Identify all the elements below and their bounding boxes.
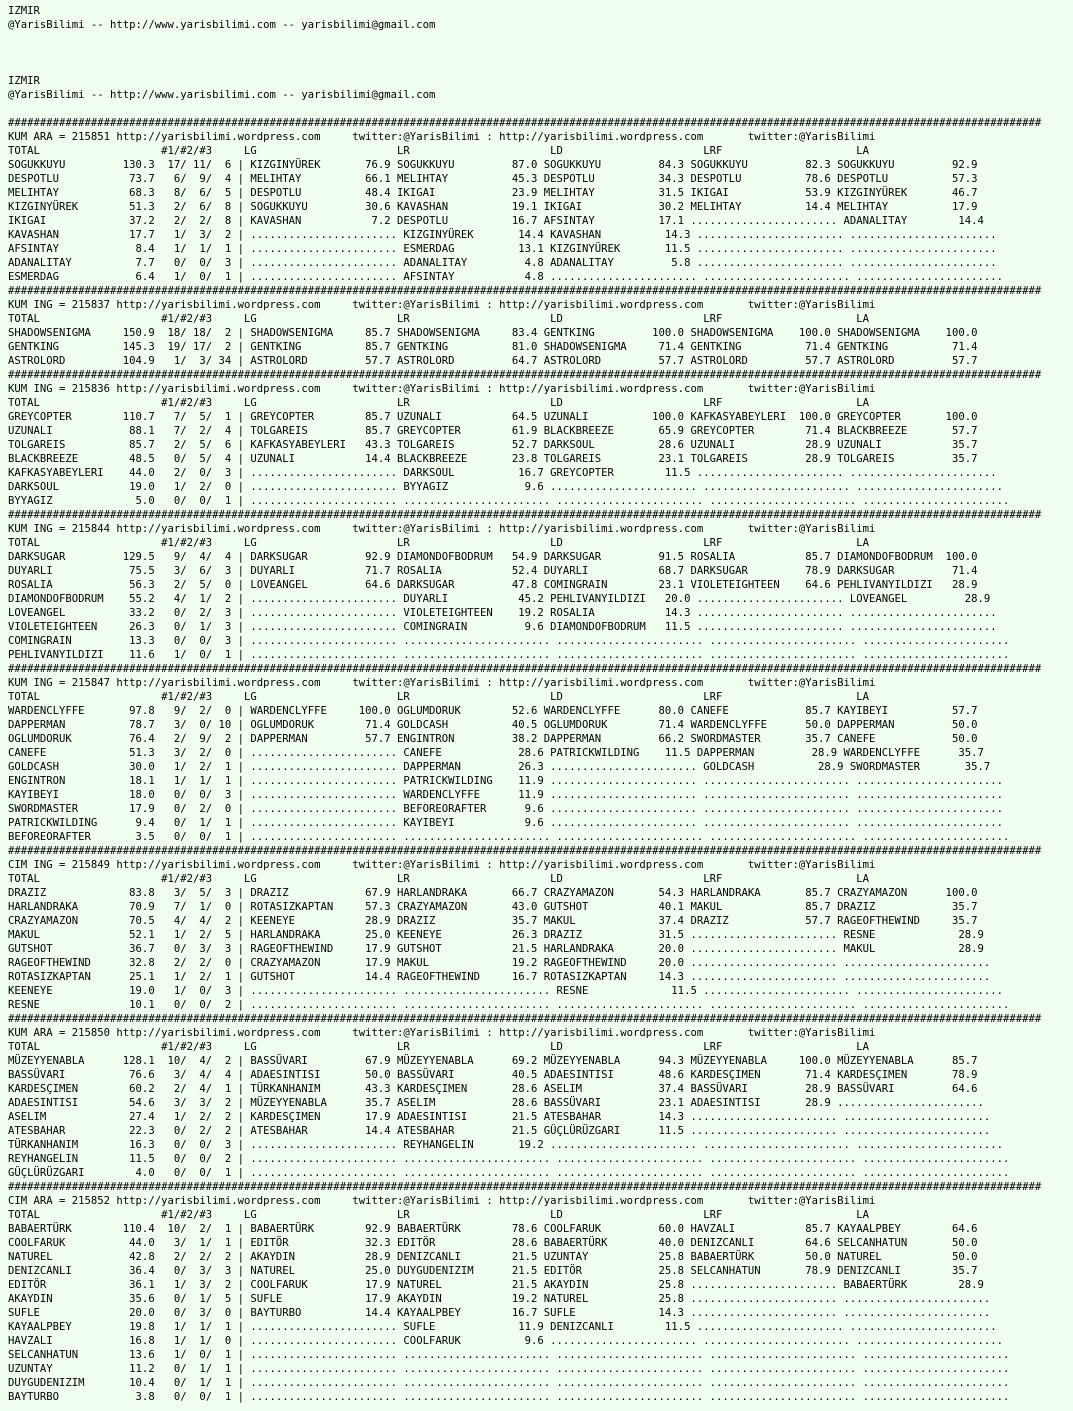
column-header: TOTAL #1/#2/#3 LG LR LD LRF LA [8,873,870,885]
table-row: DUYARLI 75.5 3/ 6/ 3 | DUYARLI 71.7 ROSALIA 52.4 DUYARLI 68.7 DARKSUGAR 78.9 DARKSUGAR 71.4 [8,565,978,577]
table-row: COOLFARUK 44.0 3/ 1/ 1 | EDITÖR 32.3 EDITÖR 28.6 BABAERTÜRK 40.0 DENIZCANLI 64.6 SELCANHATUN 50.0 [8,1237,978,1249]
table-row: BLACKBREEZE 48.5 0/ 5/ 4 | UZUNALI 14.4 BLACKBREEZE 23.8 TOLGAREIS 23.1 TOLGAREIS 28.9 TOLGAREIS 35.7 [8,453,978,465]
table-row: KEENEYE 19.0 1/ 0/ 3 | ....................... ....................... RESNE 11.5 ....................... ....................... [8,985,1003,997]
blank-line [8,46,1073,60]
table-row: NATUREL 42.8 2/ 2/ 2 | AKAYDIN 28.9 DENIZCANLI 21.5 UZUNTAY 25.8 BABAERTÜRK 50.0 NATUREL 50.0 [8,1251,978,1263]
table-row: ROTASIZKAPTAN 25.1 1/ 2/ 1 | GUTSHOT 14.4 RAGEOFTHEWIND 16.7 ROTASIZKAPTAN 14.3 ....................... ....................... [8,971,991,983]
table-row: DARKSOUL 19.0 1/ 2/ 0 | ....................... BYYAGIZ 9.6 ....................... ....................... ....................... [8,481,1003,493]
table-row: KARDESÇIMEN 60.2 2/ 4/ 1 | TÜRKANHANIM 43.3 KARDESÇIMEN 28.6 ASELIM 37.4 BASSÜVARI 28.9 BASSÜVARI 64.6 [8,1083,978,1095]
table-row: DENIZCANLI 36.4 0/ 3/ 3 | NATUREL 25.0 DUYGUDENIZIM 21.5 EDITÖR 25.8 SELCANHATUN 78.9 DENIZCANLI 35.7 [8,1265,978,1277]
table-row: WARDENCLYFFE 97.8 9/ 2/ 0 | WARDENCLYFFE 100.0 OGLUMDORUK 52.6 WARDENCLYFFE 80.0 CANEFE 85.7 KAYIBEYI 57.7 [8,705,978,717]
table-row: ADANALITAY 7.7 0/ 0/ 3 | ....................... ADANALITAY 4.8 ADANALITAY 5.8 ....................... ....................... [8,257,997,269]
section-divider: ################################################################################################################################################################## [8,1181,1042,1193]
column-header: TOTAL #1/#2/#3 LG LR LD LRF LA [8,313,870,325]
table-row: KAVASHAN 17.7 1/ 3/ 2 | ....................... KIZGINYÜREK 14.4 KAVASHAN 14.3 ....................... ....................... [8,229,997,241]
race-header: KUM ARA = 215851 http://yarisbilimi.wordpress.com twitter:@YarisBilimi : http://yarisbilimi.wordpress.com twitter:@YarisBilimi [8,131,876,143]
table-row: BEFOREORAFTER 3.5 0/ 0/ 1 | ....................... ....................... ....................... ....................... ....................... [8,831,1010,843]
table-row: SWORDMASTER 17.9 0/ 2/ 0 | ....................... BEFOREORAFTER 9.6 ....................... ....................... ....................... [8,803,1003,815]
table-row: KAFKASYABEYLERI 44.0 2/ 0/ 3 | ....................... DARKSOUL 16.7 GREYCOPTER 11.5 ....................... ....................... [8,467,997,479]
blank-line [8,102,1073,116]
table-row: PEHLIVANYILDIZI 11.6 1/ 0/ 1 | ....................... ....................... ....................... ....................... ....................... [8,649,1010,661]
table-row: DIAMONDOFBODRUM 55.2 4/ 1/ 2 | ....................... DUYARLI 45.2 PEHLIVANYILDIZI 20.0 ....................... LOVEANGEL 28.9 [8,593,991,605]
race-header: CIM ING = 215849 http://yarisbilimi.wordpress.com twitter:@YarisBilimi : http://yarisbilimi.wordpress.com twitter:@YarisBilimi [8,859,876,871]
column-header: TOTAL #1/#2/#3 LG LR LD LRF LA [8,691,870,703]
table-row: LOVEANGEL 33.2 0/ 2/ 3 | ....................... VIOLETEIGHTEEN 19.2 ROSALIA 14.3 ....................... ....................... [8,607,997,619]
section-divider: ################################################################################################################################################################## [8,509,1042,521]
table-row: DRAZIZ 83.8 3/ 5/ 3 | DRAZIZ 67.9 HARLANDRAKA 66.7 CRAZYAMAZON 54.3 HARLANDRAKA 85.7 CRAZYAMAZON 100.0 [8,887,978,899]
table-row: BABAERTÜRK 110.4 10/ 2/ 1 | BABAERTÜRK 92.9 BABAERTÜRK 78.6 COOLFARUK 60.0 HAVZALI 85.7 KAYAALPBEY 64.6 [8,1223,978,1235]
table-row: BASSÜVARI 76.6 3/ 4/ 4 | ADAESINTISI 50.0 BASSÜVARI 40.5 ADAESINTISI 48.6 KARDESÇIMEN 71.4 KARDESÇIMEN 78.9 [8,1069,978,1081]
table-row: SELCANHATUN 13.6 1/ 0/ 1 | ....................... ....................... ....................... ....................... ....................... [8,1349,1010,1361]
table-row: MAKUL 52.1 1/ 2/ 5 | HARLANDRAKA 25.0 KEENEYE 26.3 DRAZIZ 31.5 ....................... RESNE 28.9 [8,929,984,941]
table-row: ROSALIA 56.3 2/ 5/ 0 | LOVEANGEL 64.6 DARKSUGAR 47.8 COMINGRAIN 23.1 VIOLETEIGHTEEN 64.6 PEHLIVANYILDIZI 28.9 [8,579,978,591]
table-row: AKAYDIN 35.6 0/ 1/ 5 | SUFLE 17.9 AKAYDIN 19.2 NATUREL 25.8 ....................... ....................... [8,1293,991,1305]
table-row: OGLUMDORUK 76.4 2/ 9/ 2 | DAPPERMAN 57.7 ENGINTRON 38.2 DAPPERMAN 66.2 SWORDMASTER 35.7 CANEFE 50.0 [8,733,978,745]
table-row: TOLGAREIS 85.7 2/ 5/ 6 | KAFKASYABEYLERI 43.3 TOLGAREIS 52.7 DARKSOUL 28.6 UZUNALI 28.9 UZUNALI 35.7 [8,439,978,451]
race-header: CIM ARA = 215852 http://yarisbilimi.wordpress.com twitter:@YarisBilimi : http://yarisbilimi.wordpress.com twitter:@YarisBilimi [8,1195,876,1207]
table-row: GÜÇLÜRÜZGARI 4.0 0/ 0/ 1 | ....................... ....................... ....................... ....................... ....................... [8,1167,1010,1179]
table-row: MÜZEYYENABLA 128.1 10/ 4/ 2 | BASSÜVARI 67.9 MÜZEYYENABLA 69.2 MÜZEYYENABLA 94.3 MÜZEYYENABLA 100.0 MÜZEYYENABLA 85.7 [8,1055,978,1067]
column-header: TOTAL #1/#2/#3 LG LR LD LRF LA [8,1209,870,1221]
table-row: ENGINTRON 18.1 1/ 1/ 1 | ....................... PATRICKWILDING 11.9 ....................... ....................... ....................... [8,775,1003,787]
table-row: CANEFE 51.3 3/ 2/ 0 | ....................... CANEFE 28.6 PATRICKWILDING 11.5 DAPPERMAN 28.9 WARDENCLYFFE 35.7 [8,747,984,759]
race-header: KUM ING = 215836 http://yarisbilimi.wordpress.com twitter:@YarisBilimi : http://yarisbilimi.wordpress.com twitter:@YarisBilimi [8,383,876,395]
table-row: RESNE 10.1 0/ 0/ 2 | ....................... ....................... ....................... ....................... ....................... [8,999,1010,1011]
table-row: DESPOTLU 73.7 6/ 9/ 4 | MELIHTAY 66.1 MELIHTAY 45.3 DESPOTLU 34.3 DESPOTLU 78.6 DESPOTLU 57.3 [8,173,978,185]
table-row: TÜRKANHANIM 16.3 0/ 0/ 3 | ....................... REYHANGELIN 19.2 ....................... ....................... ....................... [8,1139,1003,1151]
table-row: SHADOWSENIGMA 150.9 18/ 18/ 2 | SHADOWSENIGMA 85.7 SHADOWSENIGMA 83.4 GENTKING 100.0 SHADOWSENIGMA 100.0 SHADOWSENIGMA 100.0 [8,327,978,339]
table-row: UZUNALI 88.1 7/ 2/ 4 | TOLGAREIS 85.7 GREYCOPTER 61.9 BLACKBREEZE 65.9 GREYCOPTER 71.4 BLACKBREEZE 57.7 [8,425,978,437]
table-row: UZUNTAY 11.2 0/ 1/ 1 | ....................... ....................... ....................... ....................... ....................... [8,1363,1010,1375]
table-row: ESMERDAG 6.4 1/ 0/ 1 | ....................... AFSINTAY 4.8 ....................... ....................... ....................... [8,271,1003,283]
table-row: REYHANGELIN 11.5 0/ 0/ 2 | ....................... ....................... ....................... ....................... ....................... [8,1153,1010,1165]
contact-line: @YarisBilimi -- http://www.yarisbilimi.com -- yarisbilimi@gmail.com [8,19,436,31]
race-header: KUM ING = 215844 http://yarisbilimi.wordpress.com twitter:@YarisBilimi : http://yarisbilimi.wordpress.com twitter:@YarisBilimi [8,523,876,535]
table-row: SUFLE 20.0 0/ 3/ 0 | BAYTURBO 14.4 KAYAALPBEY 16.7 SUFLE 14.3 ....................... ....................... [8,1307,991,1319]
table-row: DUYGUDENIZIM 10.4 0/ 1/ 1 | ....................... ....................... ....................... ....................... ....................... [8,1377,1010,1389]
contact-line: @YarisBilimi -- http://www.yarisbilimi.com -- yarisbilimi@gmail.com [8,89,436,101]
table-row: CRAZYAMAZON 70.5 4/ 4/ 2 | KEENEYE 28.9 DRAZIZ 35.7 MAKUL 37.4 DRAZIZ 57.7 RAGEOFTHEWIND 35.7 [8,915,978,927]
table-row: COMINGRAIN 13.3 0/ 0/ 3 | ....................... ....................... ....................... ....................... ....................... [8,635,1010,647]
table-row: AFSINTAY 8.4 1/ 1/ 1 | ....................... ESMERDAG 13.1 KIZGINYÜREK 11.5 ....................... ....................... [8,243,997,255]
race-header: KUM ING = 215837 http://yarisbilimi.wordpress.com twitter:@YarisBilimi : http://yarisbilimi.wordpress.com twitter:@YarisBilimi [8,299,876,311]
table-row: GUTSHOT 36.7 0/ 3/ 3 | RAGEOFTHEWIND 17.9 GUTSHOT 21.5 HARLANDRAKA 20.0 ....................... MAKUL 28.9 [8,943,984,955]
table-row: DAPPERMAN 78.7 3/ 0/ 10 | OGLUMDORUK 71.4 GOLDCASH 40.5 OGLUMDORUK 71.4 WARDENCLYFFE 50.0 DAPPERMAN 50.0 [8,719,978,731]
table-row: ATESBAHAR 22.3 0/ 2/ 2 | ATESBAHAR 14.4 ATESBAHAR 21.5 GÜÇLÜRÜZGARI 11.5 ....................... ....................... [8,1125,991,1137]
table-row: GREYCOPTER 110.7 7/ 5/ 1 | GREYCOPTER 85.7 UZUNALI 64.5 UZUNALI 100.0 KAFKASYABEYLERI 100.0 GREYCOPTER 100.0 [8,411,978,423]
section-divider: ################################################################################################################################################################## [8,663,1042,675]
race-header: KUM ING = 215847 http://yarisbilimi.wordpress.com twitter:@YarisBilimi : http://yarisbilimi.wordpress.com twitter:@YarisBilimi [8,677,876,689]
table-row: BYYAGIZ 5.0 0/ 0/ 1 | ....................... ....................... ....................... ....................... ....................... [8,495,1010,507]
table-row: GENTKING 145.3 19/ 17/ 2 | GENTKING 85.7 GENTKING 81.0 SHADOWSENIGMA 71.4 GENTKING 71.4 GENTKING 71.4 [8,341,978,353]
table-row: GOLDCASH 30.0 1/ 2/ 1 | ....................... DAPPERMAN 26.3 ....................... GOLDCASH 28.9 SWORDMASTER 35.7 [8,761,991,773]
section-divider: ################################################################################################################################################################## [8,1013,1042,1025]
column-header: TOTAL #1/#2/#3 LG LR LD LRF LA [8,1041,870,1053]
column-header: TOTAL #1/#2/#3 LG LR LD LRF LA [8,145,870,157]
column-header: TOTAL #1/#2/#3 LG LR LD LRF LA [8,397,870,409]
table-row: KAYIBEYI 18.0 0/ 0/ 3 | ....................... WARDENCLYFFE 11.9 ....................... ....................... ....................... [8,789,1003,801]
blank-line [8,32,1073,46]
table-row: SOGUKKUYU 130.3 17/ 11/ 6 | KIZGINYÜREK 76.9 SOGUKKUYU 87.0 SOGUKKUYU 84.3 SOGUKKUYU 82.3 SOGUKKUYU 92.9 [8,159,978,171]
table-row: ASTROLORD 104.9 1/ 3/ 34 | ASTROLORD 57.7 ASTROLORD 64.7 ASTROLORD 57.7 ASTROLORD 57.7 ASTROLORD 57.7 [8,355,978,367]
city-title: IZMIR [8,5,40,17]
table-row: HAVZALI 16.8 1/ 1/ 0 | ....................... COOLFARUK 9.6 ....................... ....................... ....................... [8,1335,1003,1347]
table-row: IKIGAI 37.2 2/ 2/ 8 | KAVASHAN 7.2 DESPOTLU 16.7 AFSINTAY 17.1 ....................... ADANALITAY 14.4 [8,215,984,227]
city-title: IZMIR [8,75,40,87]
table-row: PATRICKWILDING 9.4 0/ 1/ 1 | ....................... KAYIBEYI 9.6 ....................... ....................... ....................... [8,817,1003,829]
table-row: DARKSUGAR 129.5 9/ 4/ 4 | DARKSUGAR 92.9 DIAMONDOFBODRUM 54.9 DARKSUGAR 91.5 ROSALIA 85.7 DIAMONDOFBODRUM 100.0 [8,551,978,563]
table-row: MELIHTAY 68.3 8/ 6/ 5 | DESPOTLU 48.4 IKIGAI 23.9 MELIHTAY 31.5 IKIGAI 53.9 KIZGINYÜREK 46.7 [8,187,978,199]
table-row: ADAESINTISI 54.6 3/ 3/ 2 | MÜZEYYENABLA 35.7 ASELIM 28.6 BASSÜVARI 23.1 ADAESINTISI 28.9 ....................... [8,1097,984,1109]
table-row: BAYTURBO 3.8 0/ 0/ 1 | ....................... ....................... ....................... ....................... ....................... [8,1391,1010,1403]
section-divider: ################################################################################################################################################################## [8,285,1042,297]
section-divider: ################################################################################################################################################################## [8,369,1042,381]
table-row: EDITÖR 36.1 1/ 3/ 2 | COOLFARUK 17.9 NATUREL 21.5 AKAYDIN 25.8 ....................... BABAERTÜRK 28.9 [8,1279,984,1291]
section-divider: ################################################################################################################################################################## [8,117,1042,129]
table-row: KAYAALPBEY 19.8 1/ 1/ 1 | ....................... SUFLE 11.9 DENIZCANLI 11.5 ....................... ....................... [8,1321,997,1333]
table-row: ASELIM 27.4 1/ 2/ 2 | KARDESÇIMEN 17.9 ADAESINTISI 21.5 ATESBAHAR 14.3 ....................... ....................... [8,1111,991,1123]
table-row: RAGEOFTHEWIND 32.8 2/ 2/ 0 | CRAZYAMAZON 17.9 MAKUL 19.2 RAGEOFTHEWIND 20.0 ....................... ....................... [8,957,991,969]
section-divider: ################################################################################################################################################################## [8,845,1042,857]
table-row: VIOLETEIGHTEEN 26.3 0/ 1/ 3 | ....................... COMINGRAIN 9.6 DIAMONDOFBODRUM 11.5 ....................... ....................... [8,621,997,633]
column-header: TOTAL #1/#2/#3 LG LR LD LRF LA [8,537,870,549]
table-row: KIZGINYÜREK 51.3 2/ 6/ 8 | SOGUKKUYU 30.6 KAVASHAN 19.1 IKIGAI 30.2 MELIHTAY 14.4 MELIHTAY 17.9 [8,201,978,213]
table-row: HARLANDRAKA 70.9 7/ 1/ 0 | ROTASIZKAPTAN 57.3 CRAZYAMAZON 43.0 GUTSHOT 40.1 MAKUL 85.7 DRAZIZ 35.7 [8,901,978,913]
race-header: KUM ARA = 215850 http://yarisbilimi.wordpress.com twitter:@YarisBilimi : http://yarisbilimi.wordpress.com twitter:@YarisBilimi [8,1027,876,1039]
blank-line [8,60,1073,74]
